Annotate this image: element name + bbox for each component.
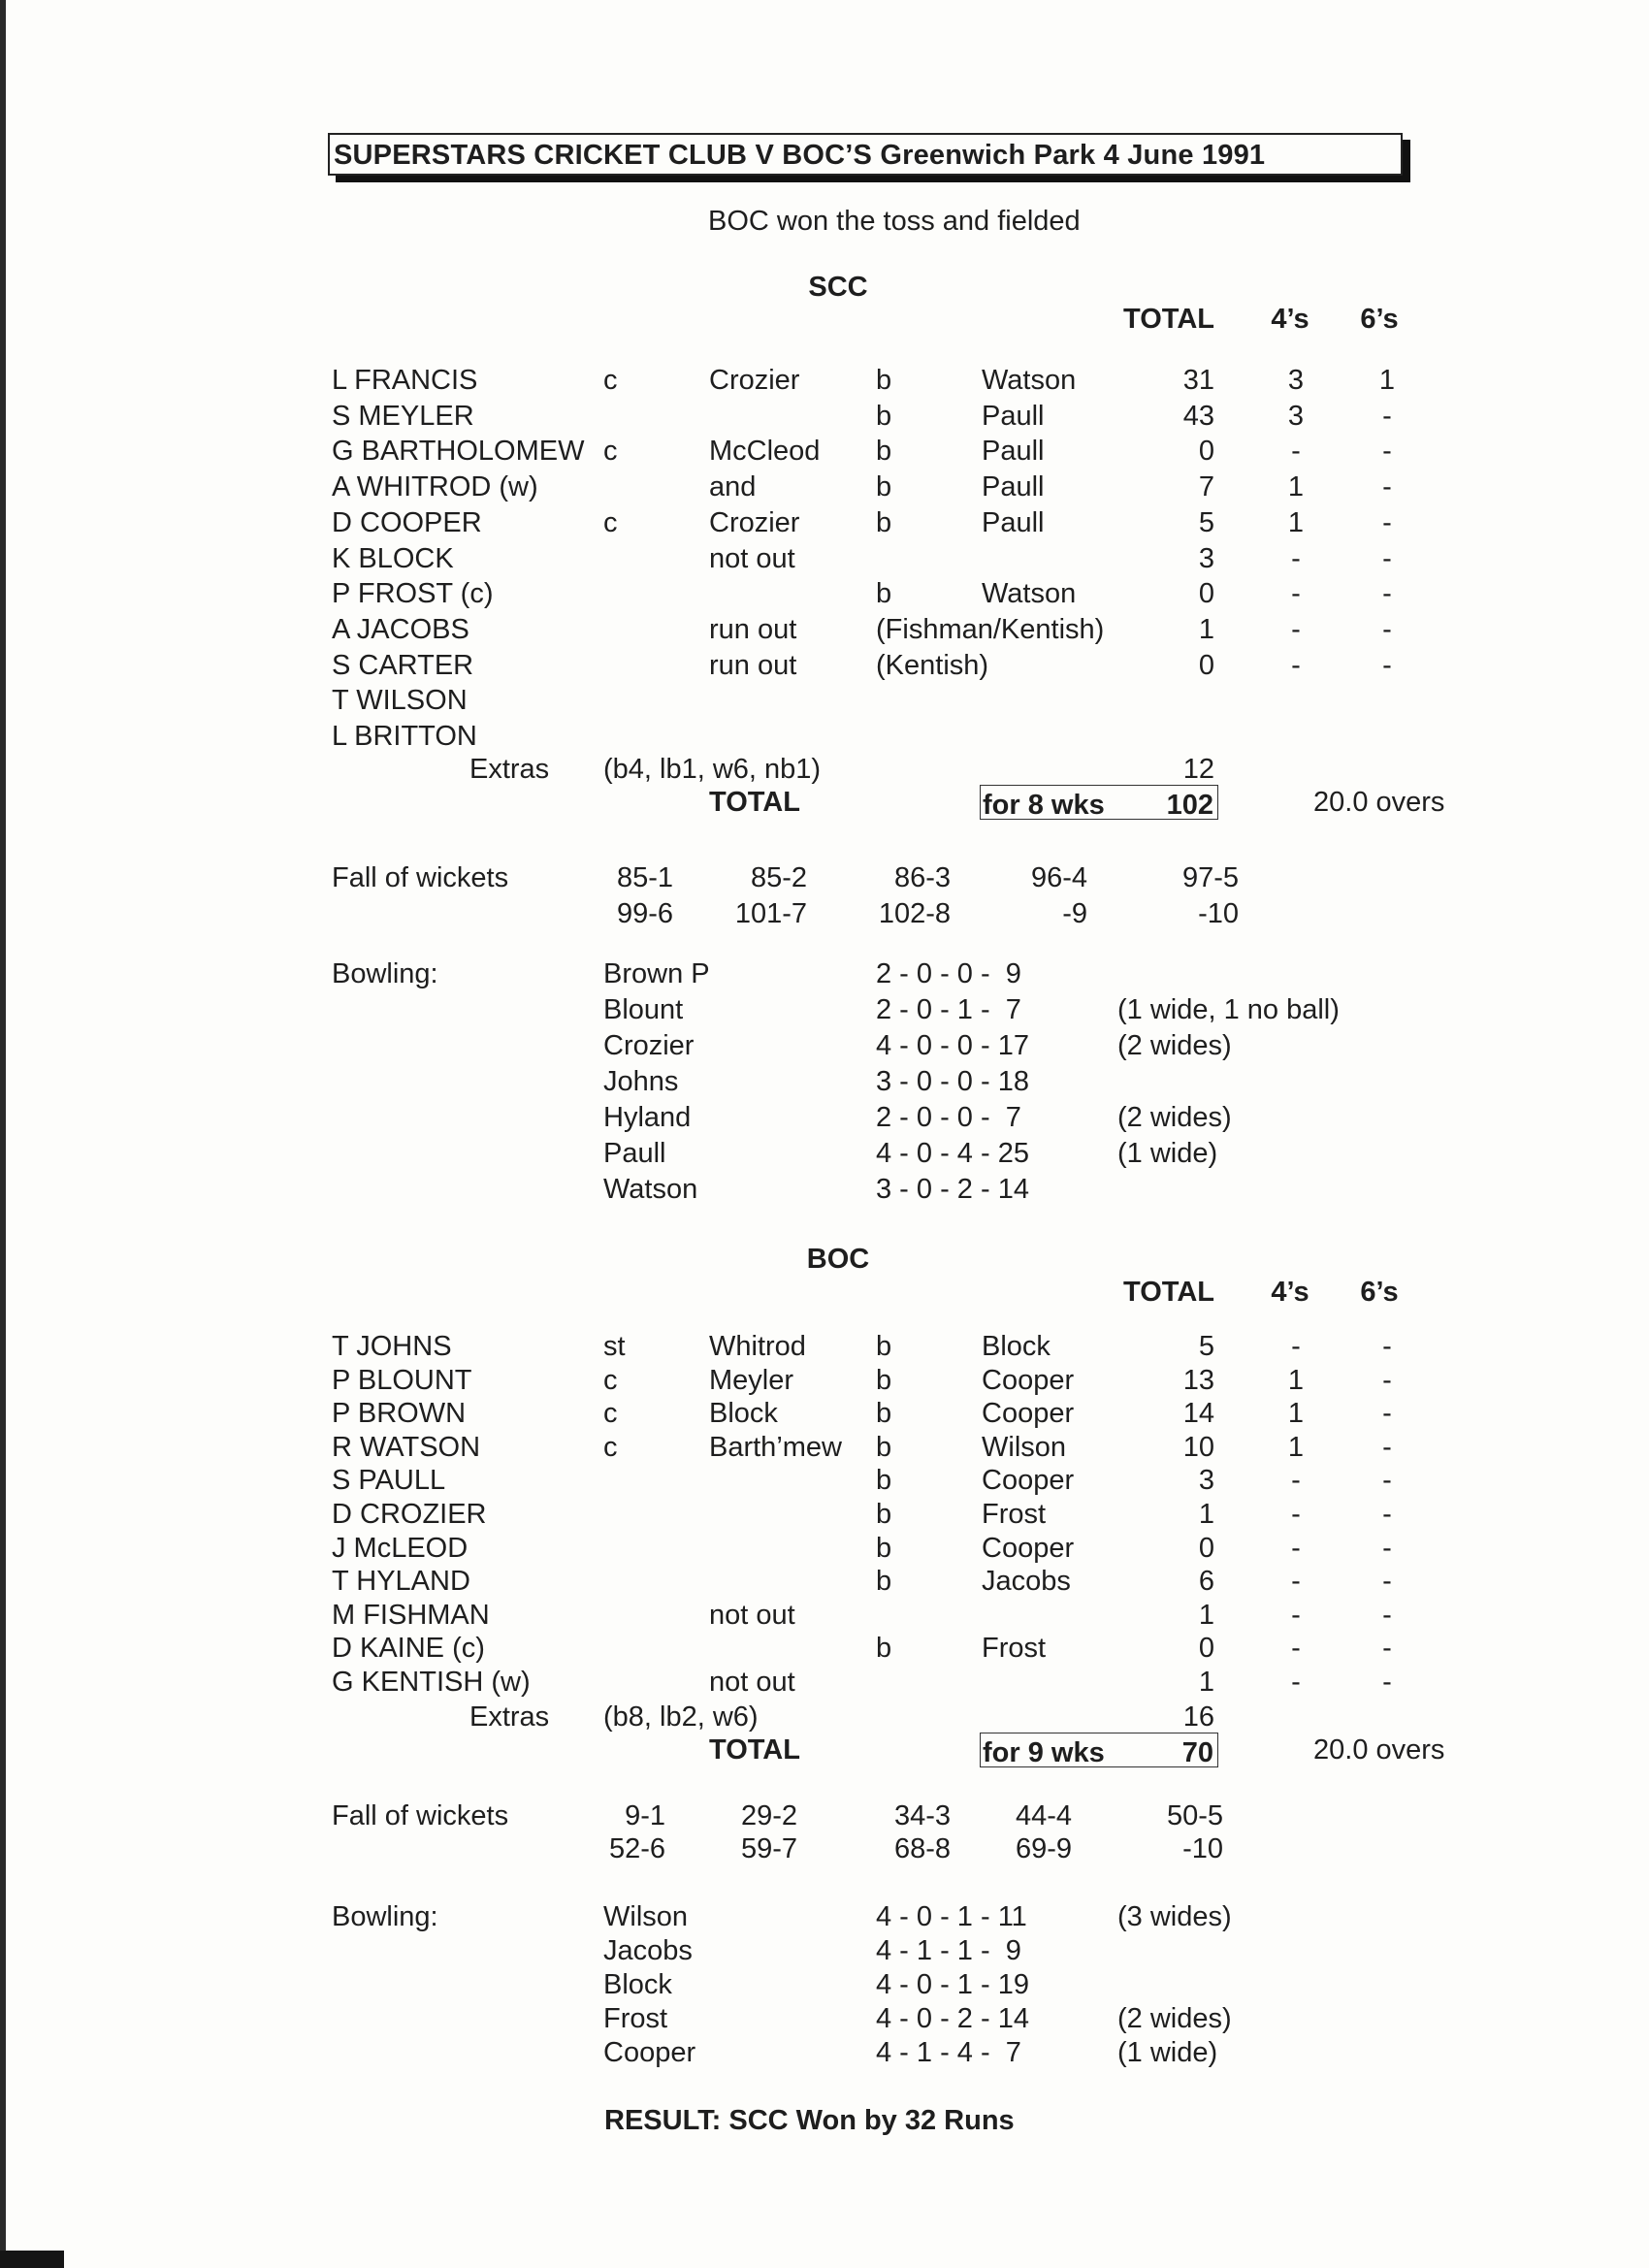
fow-value: -9 [1062, 898, 1087, 929]
dismissal-fielder: run out [709, 650, 797, 681]
fow-value: 29-2 [740, 1800, 797, 1831]
batsman-fours: - [1291, 650, 1301, 681]
bowler-figures: 4 - 0 - 4 - 25 [876, 1138, 1029, 1169]
batsman-runs: 1 [1198, 1600, 1214, 1631]
fow-value: 59-7 [740, 1833, 797, 1864]
fow-value: 99-6 [616, 898, 673, 929]
dismissal-fielder: Whitrod [709, 1331, 806, 1362]
total-label: TOTAL [709, 787, 800, 818]
batsman-name: S PAULL [332, 1465, 446, 1496]
bowler-name: Block [603, 1969, 672, 2000]
batsman-fours: - [1291, 1465, 1301, 1496]
batsman-runs: 7 [1198, 471, 1214, 502]
extras-runs: 12 [1182, 754, 1214, 785]
dismissal-type: c [603, 507, 618, 538]
batsman-runs: 14 [1182, 1398, 1214, 1429]
scan-edge [0, 0, 6, 2268]
total-wickets: for 8 wks [983, 790, 1105, 821]
fow-value: 96-4 [1030, 862, 1087, 893]
batsman-fours: - [1291, 578, 1301, 609]
dismissal-bowled: (Kentish) [876, 650, 989, 681]
dismissal-bowled: b [876, 1432, 892, 1463]
dismissal-bowler: Wilson [982, 1432, 1067, 1463]
batsman-name: T HYLAND [332, 1566, 470, 1597]
batsman-fours: 3 [1287, 401, 1305, 432]
bowler-figures: 4 - 0 - 1 - 11 [876, 1901, 1027, 1932]
dismissal-bowled: b [876, 1633, 892, 1664]
dismissal-fielder: Barth’mew [709, 1432, 842, 1463]
team-heading: BOC [806, 1244, 870, 1275]
dismissal-bowled: b [876, 401, 892, 432]
dismissal-fielder: Crozier [709, 365, 800, 396]
fow-value: 85-1 [616, 862, 673, 893]
bowler-note: (2 wides) [1117, 2003, 1232, 2034]
batsman-sixes: - [1382, 1331, 1392, 1362]
batsman-sixes: - [1382, 1365, 1392, 1396]
batsman-name: M FISHMAN [332, 1600, 490, 1631]
batsman-name: L BRITTON [332, 721, 477, 752]
batsman-fours: 1 [1287, 1365, 1305, 1396]
dismissal-type: c [603, 1432, 618, 1463]
bowling-label: Bowling: [332, 958, 438, 989]
dismissal-bowler: Cooper [982, 1465, 1075, 1496]
dismissal-bowled: (Fishman/Kentish) [876, 614, 1105, 645]
toss-note: BOC won the toss and fielded [708, 206, 1081, 237]
fow-label: Fall of wickets [332, 1800, 509, 1831]
dismissal-bowler: Frost [982, 1633, 1047, 1664]
header-total: TOTAL [1123, 304, 1214, 335]
dismissal-bowler: Watson [982, 365, 1077, 396]
dismissal-fielder: not out [709, 543, 795, 574]
batsman-sixes: - [1382, 578, 1392, 609]
match-result: RESULT: SCC Won by 32 Runs [604, 2105, 1015, 2136]
bowler-note: (1 wide, 1 no ball) [1117, 994, 1340, 1025]
bowler-note: (2 wides) [1117, 1102, 1232, 1133]
header-total: TOTAL [1123, 1277, 1214, 1308]
fow-value: -10 [1198, 898, 1239, 929]
batsman-runs: 13 [1182, 1365, 1214, 1396]
batsman-fours: 1 [1287, 471, 1305, 502]
batsman-sixes: - [1382, 1432, 1392, 1463]
batsman-runs: 10 [1182, 1432, 1214, 1463]
dismissal-bowled: b [876, 1331, 892, 1362]
batsman-name: S CARTER [332, 650, 474, 681]
batsman-fours: - [1291, 1633, 1301, 1664]
batsman-sixes: - [1382, 614, 1392, 645]
bowler-name: Watson [603, 1174, 698, 1205]
bowler-figures: 3 - 0 - 0 - 18 [876, 1066, 1029, 1097]
batsman-name: D CROZIER [332, 1499, 487, 1530]
batsman-sixes: - [1382, 401, 1392, 432]
match-title-box [328, 133, 1403, 176]
dismissal-fielder: not out [709, 1600, 795, 1631]
batsman-runs: 0 [1198, 578, 1214, 609]
batsman-name: T JOHNS [332, 1331, 452, 1362]
batsman-fours: - [1291, 1600, 1301, 1631]
batsman-fours: - [1291, 1533, 1301, 1564]
bowler-name: Blount [603, 994, 684, 1025]
batsman-name: J McLEOD [332, 1533, 469, 1564]
batsman-name: L FRANCIS [332, 365, 478, 396]
dismissal-type: c [603, 1365, 618, 1396]
bowler-figures: 2 - 0 - 0 - 9 [876, 958, 1021, 989]
batsman-fours: - [1291, 1566, 1301, 1597]
bowler-name: Paull [603, 1138, 666, 1169]
bowler-name: Jacobs [603, 1935, 693, 1966]
fow-value: 101-7 [734, 898, 807, 929]
header-sixes: 6’s [1360, 1277, 1399, 1308]
batsman-fours: 1 [1287, 1398, 1305, 1429]
fow-value: 50-5 [1166, 1800, 1223, 1831]
batsman-fours: 1 [1287, 1432, 1305, 1463]
bowler-name: Hyland [603, 1102, 692, 1133]
overs: 20.0 overs [1313, 787, 1445, 818]
batsman-name: S MEYLER [332, 401, 474, 432]
batsman-fours: - [1291, 436, 1301, 467]
fow-value: 102-8 [878, 898, 951, 929]
fow-value: 34-3 [893, 1800, 951, 1831]
dismissal-bowler: Paull [982, 401, 1045, 432]
dismissal-fielder: Meyler [709, 1365, 794, 1396]
batsman-name: G KENTISH (w) [332, 1667, 531, 1698]
bowler-note: (2 wides) [1117, 1030, 1232, 1061]
batsman-sixes: - [1382, 1398, 1392, 1429]
bowler-note: (3 wides) [1117, 1901, 1232, 1932]
team-heading: SCC [808, 272, 868, 303]
dismissal-bowled: b [876, 436, 892, 467]
extras-detail: (b8, lb2, w6) [603, 1701, 759, 1733]
header-sixes: 6’s [1360, 304, 1399, 335]
dismissal-bowler: Paull [982, 507, 1045, 538]
dismissal-bowler: Cooper [982, 1533, 1075, 1564]
batsman-sixes: - [1382, 1667, 1392, 1698]
dismissal-type: st [603, 1331, 626, 1362]
batsman-runs: 6 [1198, 1566, 1214, 1597]
bowler-figures: 2 - 0 - 0 - 7 [876, 1102, 1021, 1133]
bowler-figures: 4 - 0 - 1 - 19 [876, 1969, 1029, 2000]
batsman-name: P BROWN [332, 1398, 467, 1429]
fow-value: 9-1 [625, 1800, 665, 1831]
batsman-sixes: - [1382, 1600, 1392, 1631]
extras-detail: (b4, lb1, w6, nb1) [603, 754, 822, 785]
dismissal-bowler: Block [982, 1331, 1051, 1362]
dismissal-fielder: Crozier [709, 507, 800, 538]
batsman-sixes: - [1382, 1533, 1392, 1564]
batsman-name: D COOPER [332, 507, 482, 538]
batsman-fours: 3 [1287, 365, 1305, 396]
dismissal-bowler: Paull [982, 436, 1045, 467]
bowler-name: Cooper [603, 2037, 696, 2068]
bowler-name: Brown P [603, 958, 710, 989]
bowler-figures: 4 - 0 - 2 - 14 [876, 2003, 1029, 2034]
fow-value: 86-3 [893, 862, 951, 893]
dismissal-bowled: b [876, 1465, 892, 1496]
batsman-fours: - [1291, 1499, 1301, 1530]
batsman-sixes: - [1382, 1499, 1392, 1530]
batsman-sixes: - [1382, 471, 1392, 502]
batsman-name: P BLOUNT [332, 1365, 472, 1396]
innings-total-box [980, 1733, 1218, 1767]
batsman-sixes: - [1382, 543, 1392, 574]
fow-value: 44-4 [1015, 1800, 1072, 1831]
batsman-sixes: - [1382, 436, 1392, 467]
extras-label: Extras [469, 754, 550, 785]
dismissal-fielder: Block [709, 1398, 778, 1429]
batsman-runs: 1 [1198, 614, 1214, 645]
dismissal-bowled: b [876, 471, 892, 502]
batsman-name: R WATSON [332, 1432, 481, 1463]
bowler-note: (1 wide) [1117, 2037, 1218, 2068]
batsman-name: K BLOCK [332, 543, 454, 574]
total-wickets: for 9 wks [983, 1737, 1105, 1768]
batsman-runs: 1 [1198, 1667, 1214, 1698]
batsman-runs: 3 [1198, 543, 1214, 574]
batsman-fours: 1 [1287, 507, 1305, 538]
bowler-figures: 4 - 1 - 1 - 9 [876, 1935, 1021, 1966]
batsman-name: D KAINE (c) [332, 1633, 485, 1664]
dismissal-type: c [603, 365, 618, 396]
fow-value: 85-2 [750, 862, 807, 893]
fow-value: 68-8 [893, 1833, 951, 1864]
batsman-runs: 43 [1182, 401, 1214, 432]
batsman-runs: 0 [1198, 1533, 1214, 1564]
batsman-name: P FROST (c) [332, 578, 494, 609]
header-fours: 4’s [1271, 304, 1310, 335]
dismissal-bowled: b [876, 1398, 892, 1429]
batsman-name: A WHITROD (w) [332, 471, 538, 502]
bowling-label: Bowling: [332, 1901, 438, 1932]
dismissal-fielder: run out [709, 614, 797, 645]
batsman-fours: - [1291, 1667, 1301, 1698]
dismissal-fielder: and [709, 471, 757, 502]
extras-runs: 16 [1182, 1701, 1214, 1733]
bowler-figures: 4 - 0 - 0 - 17 [876, 1030, 1029, 1061]
bowler-name: Crozier [603, 1030, 695, 1061]
bowler-figures: 4 - 1 - 4 - 7 [876, 2037, 1021, 2068]
batsman-sixes: - [1382, 1465, 1392, 1496]
dismissal-bowled: b [876, 507, 892, 538]
scan-corner [0, 2251, 64, 2268]
header-fours: 4’s [1271, 1277, 1310, 1308]
extras-label: Extras [469, 1701, 550, 1733]
fow-value: 69-9 [1015, 1833, 1072, 1864]
batsman-sixes: - [1382, 650, 1392, 681]
bowler-name: Frost [603, 2003, 668, 2034]
batsman-sixes: 1 [1378, 365, 1396, 396]
fow-value: 52-6 [608, 1833, 665, 1864]
match-title: SUPERSTARS CRICKET CLUB V BOC’S Greenwich Park 4 June 1991 [334, 140, 1266, 171]
batsman-runs: 0 [1198, 650, 1214, 681]
total-runs: 102 [1166, 790, 1213, 821]
fow-value: -10 [1182, 1833, 1223, 1864]
bowler-name: Wilson [603, 1901, 689, 1932]
bowler-name: Johns [603, 1066, 679, 1097]
fow-value: 97-5 [1181, 862, 1239, 893]
batsman-sixes: - [1382, 1566, 1392, 1597]
batsman-name: G BARTHOLOMEW [332, 436, 585, 467]
dismissal-bowler: Cooper [982, 1365, 1075, 1396]
batsman-runs: 5 [1198, 1331, 1214, 1362]
dismissal-bowled: b [876, 1533, 892, 1564]
dismissal-bowler: Watson [982, 578, 1077, 609]
batsman-runs: 0 [1198, 436, 1214, 467]
batsman-fours: - [1291, 614, 1301, 645]
batsman-runs: 3 [1198, 1465, 1214, 1496]
dismissal-bowled: b [876, 365, 892, 396]
batsman-sixes: - [1382, 507, 1392, 538]
bowler-note: (1 wide) [1117, 1138, 1218, 1169]
total-label: TOTAL [709, 1734, 800, 1766]
bowler-figures: 3 - 0 - 2 - 14 [876, 1174, 1029, 1205]
dismissal-bowled: b [876, 1566, 892, 1597]
batsman-name: T WILSON [332, 685, 468, 716]
batsman-runs: 31 [1182, 365, 1214, 396]
innings-total-box [980, 785, 1218, 820]
batsman-runs: 5 [1198, 507, 1214, 538]
batsman-fours: - [1291, 1331, 1301, 1362]
dismissal-type: c [603, 436, 618, 467]
bowler-figures: 2 - 0 - 1 - 7 [876, 994, 1021, 1025]
overs: 20.0 overs [1313, 1734, 1445, 1766]
batsman-fours: - [1291, 543, 1301, 574]
dismissal-bowler: Frost [982, 1499, 1047, 1530]
dismissal-bowler: Jacobs [982, 1566, 1071, 1597]
dismissal-bowler: Cooper [982, 1398, 1075, 1429]
dismissal-bowled: b [876, 1499, 892, 1530]
batsman-runs: 0 [1198, 1633, 1214, 1664]
dismissal-fielder: McCleod [709, 436, 821, 467]
dismissal-bowled: b [876, 1365, 892, 1396]
fow-label: Fall of wickets [332, 862, 509, 893]
batsman-sixes: - [1382, 1633, 1392, 1664]
dismissal-bowled: b [876, 578, 892, 609]
dismissal-bowler: Paull [982, 471, 1045, 502]
total-runs: 70 [1181, 1737, 1213, 1768]
batsman-name: A JACOBS [332, 614, 469, 645]
batsman-runs: 1 [1198, 1499, 1214, 1530]
dismissal-fielder: not out [709, 1667, 795, 1698]
dismissal-type: c [603, 1398, 618, 1429]
